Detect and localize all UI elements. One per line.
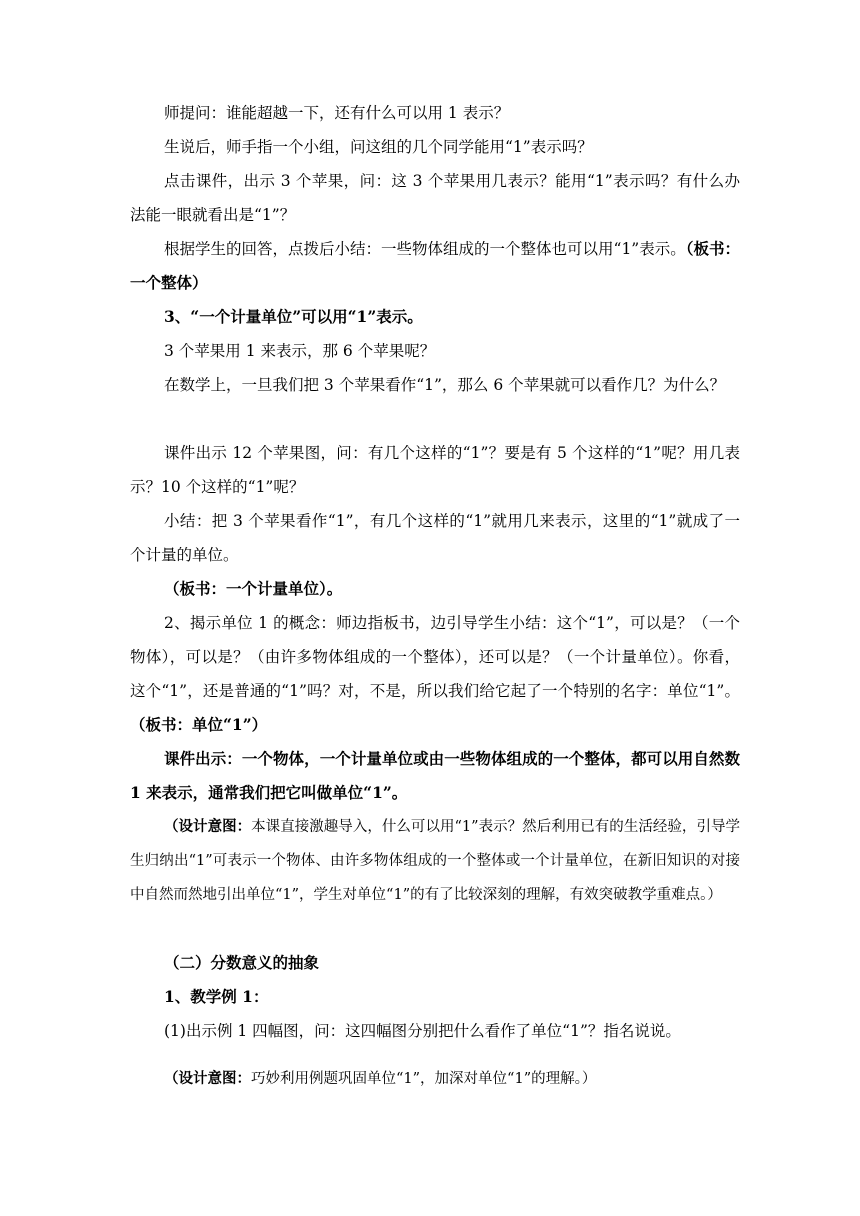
section-heading [130, 946, 740, 980]
board-note: （板书：一个整体） [130, 239, 740, 292]
paragraph-text: 小结：把 3 个苹果看作“1”，有几个这样的“1”就用几来表示，这里的“1”就成了一个计量的单位。 [130, 512, 740, 564]
paragraph-text: 根据学生的回答，点拨后小结：一些物体组成的一个整体也可以用“1”表示。 [164, 240, 686, 258]
paragraph-text: 在数学上，一旦我们把 3 个苹果看作“1”，那么 6 个苹果就可以看作几？为什么？ [164, 376, 726, 394]
paragraph-text: 点击课件，出示 3 个苹果，问：这 3 个苹果用几表示？能用“1”表示吗？有什么办法能一眼就看出是“1”？ [130, 172, 740, 224]
design-intent-label: （设计意图： [164, 818, 252, 835]
subheading [130, 980, 740, 1014]
paragraph-text: (1)出示例 1 四幅图，问：这四幅图分别把什么看作了单位“1”？指名说说。 [164, 1022, 681, 1040]
paragraph [130, 1014, 740, 1048]
paragraph [130, 130, 740, 164]
paragraph [130, 334, 740, 368]
paragraph [130, 436, 740, 504]
paragraph [130, 606, 740, 742]
paragraph [130, 164, 740, 232]
design-intent-label: （设计意图： [164, 1070, 251, 1087]
design-intent-text: 巧妙利用例题巩固单位“1”，加深对单位“1”的理解。） [251, 1071, 597, 1087]
key-statement [130, 742, 740, 810]
paragraph-text: 师提问：谁能超越一下，还有什么可以用 1 表示？ [164, 104, 510, 122]
paragraph-text: 3 个苹果用 1 来表示，那 6 个苹果呢？ [164, 342, 436, 360]
board-note: （板书：一个计量单位）。 [164, 579, 343, 598]
paragraph [130, 96, 740, 130]
design-intent [130, 1062, 740, 1096]
paragraph [130, 368, 740, 402]
subheading-text: 3、“一个计量单位”可以用“1”表示。 [164, 307, 423, 326]
section-heading-text: （二）分数意义的抽象 [164, 953, 320, 972]
paragraph-text: 2、揭示单位 1 的概念：师边指板书，边引导学生小结：这个“1”，可以是？（一个物体），可以是？（由许多物体组成的一个整体），还可以是？（一个计量单位）。你看，这个“1”，还是普通的“1”吗？对，不是，所以我们给它起了一个特别的名字：单位“1”。 [130, 614, 740, 700]
design-intent-text: 本课直接激趣导入，什么可以用“1”表示？然后利用已有的生活经验，引导学生归纳出“1”可表示一个物体、由许多物体组成的一个整体或一个计量单位，在新旧知识的对接中自然而然地引出单位“1”，学生对单位“1”的有了比较深刻的理解，有效突破教学重难点。） [130, 819, 740, 903]
paragraph-text: 课件出示 12 个苹果图，问：有几个这样的“1”？要是有 5 个这样的“1”呢？用几表示？10 个这样的“1”呢？ [130, 444, 740, 496]
paragraph [130, 504, 740, 572]
board-note: （板书：单位“1”） [130, 715, 268, 734]
design-intent [130, 810, 740, 912]
subheading [130, 300, 740, 334]
paragraph [130, 232, 740, 300]
key-statement-text: 课件出示：一个物体，一个计量单位或由一些物体组成的一个整体，都可以用自然数 1 来表示，通常我们把它叫做单位“1”。 [130, 749, 740, 802]
paragraph-text: 生说后，师手指一个小组，问这组的几个同学能用“1”表示吗？ [164, 138, 593, 156]
board-note-line [130, 572, 740, 606]
subheading-text: 1、教学例 1： [164, 987, 269, 1006]
